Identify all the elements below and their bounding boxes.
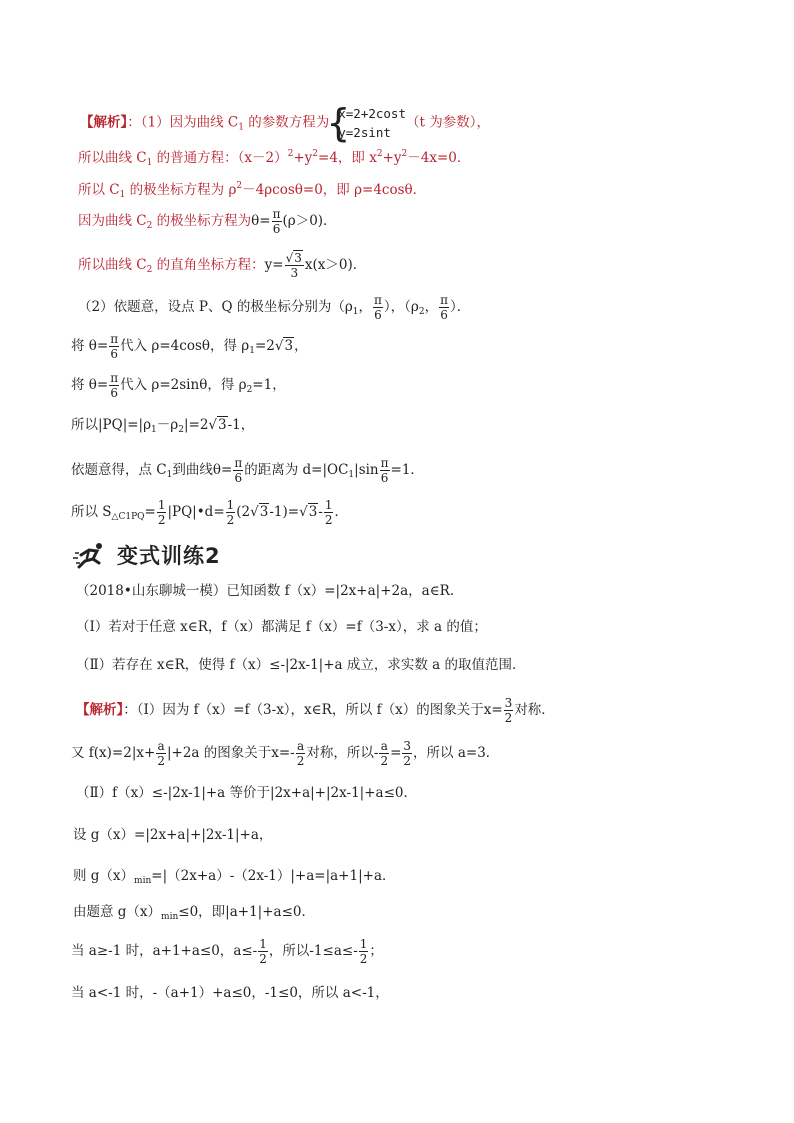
solution-line-9: 所以$|PQ|=|\rho_1-\rho_2|=2√3-1$， — [71, 417, 255, 435]
fraction-1-2: $\frac{1}{2}$ — [157, 498, 166, 527]
fraction-a-2: $\frac{a}{2}$ — [296, 739, 305, 768]
solution2-line-1: 【解析】：（Ⅰ）因为 f（x）=f（3-x），x∈R，所以 f（x）的图象关于x= $\frac{3}{2}$ 对称． — [76, 696, 555, 725]
solution2-line-7: 当 a≥-1 时，a+1+a≤0，a≤- $\frac{1}{2}$ ，所以-1≤a≤- $\frac{1}{2}$ ； — [71, 937, 383, 966]
problem-part-1: （Ⅰ）若对于任意 x∈R，f（x）都满足 f（x）=f（3-x），求 a 的值； — [76, 619, 487, 635]
solution-line-5: 所以曲线 $C_2$ 的直角坐标方程：y= $\frac{√3}{3}$ x(x＞0)． — [78, 251, 367, 280]
fraction-3-2: $\frac{3}{2}$ — [403, 739, 412, 768]
section-title: 变式训练2 — [117, 544, 221, 568]
problem-part-2: （Ⅱ）若存在 x∈R，使得 f（x）≤-|2x-1|+a 成立，求实数 a 的取值范围． — [76, 657, 526, 673]
fraction-pi-6: $\frac{\pi}{6}$ — [374, 293, 382, 322]
problem-statement: （2018•山东聊城一模）已知函数 f（x）=|2x+a|+2a，a∈R． — [76, 583, 464, 599]
solution2-line-6: 由题意 $g(x)_{min}\le 0$，即|a+1|+a≤0． — [73, 904, 315, 922]
solution-line-4: 因为曲线 $C_2$ 的极坐标方程为θ= $\frac{\pi}{6}$ (ρ＞0)． — [78, 207, 337, 236]
fraction-1-2: $\frac{1}{2}$ — [226, 498, 235, 527]
fraction-1-2: $\frac{1}{2}$ — [359, 937, 368, 966]
solution2-line-2: 又 f(x)=2|x+ $\frac{a}{2}$ |+2a 的图象关于x=- $\frac{a}{2}$ 对称，所以- $\frac{a}{2}$ = $\frac{3}{2}$ ，所以 a=3． — [71, 739, 500, 768]
fraction-3-2: $\frac{3}{2}$ — [504, 696, 513, 725]
running-figure-icon — [73, 541, 109, 569]
solution-line-11: 所以 $S_{\triangle C1PQ}=$ $\frac{1}{2}$ |PQ|•d= $\frac{1}{2}$ (2√3-1)=√3- $\frac{1}{2}$ ． — [71, 498, 348, 527]
fraction-pi-6: $\frac{\pi}{6}$ — [234, 456, 243, 485]
solution2-line-3: （Ⅱ）f（x）≤-|2x-1|+a 等价于|2x+a|+|2x-1|+a≤0． — [76, 785, 417, 801]
fraction-pi-6: $\frac{\pi}{6}$ — [440, 293, 448, 322]
fraction-a-2: $\frac{a}{2}$ — [157, 739, 165, 768]
fraction-1-2: $\frac{1}{2}$ — [324, 498, 333, 527]
solution-line-3: 所以 $C_1$ 的极坐标方程为 $\rho^2-4\rho\cos\theta=0$，即 ρ=4cosθ． — [78, 181, 427, 200]
fraction-pi-6: $\frac{\pi}{6}$ — [272, 207, 281, 236]
solution-line-2: 所以曲线 $C_1$ 的普通方程：$(x-2)^2+y^2=4$，即 $x^2+y^2-4x=0$． — [78, 149, 471, 168]
parametric-system: { x=2+2cost y=2sint — [326, 101, 406, 145]
solution-line-10: 依题意得，点 $C_1$到曲线θ= $\frac{\pi}{6}$ 的距离为 $d=|OC_1|\sin$ $\frac{\pi}{6}$ =1． — [71, 456, 424, 485]
solution-line-1: 【解析】：（1）因为曲线 $C_1$ 的参数方程为 { x=2+2cost y=2sint （t 为参数）， — [80, 101, 490, 145]
solution2-line-4: 设 g（x）=|2x+a|+|2x-1|+a， — [73, 827, 273, 843]
section-heading — [73, 540, 221, 570]
analysis-tag: 【解析】 — [76, 702, 124, 718]
solution-line-6: （2）依题意，设点 P、Q 的极坐标分别为（$\rho_1$， $\frac{\pi}{6}$ ），（$\rho_2$， $\frac{\pi}{6}$ ）． — [78, 293, 471, 322]
fraction-1-2: $\frac{1}{2}$ — [259, 937, 267, 966]
fraction-sqrt3-3: $\frac{√3}{3}$ — [285, 251, 302, 280]
fraction-pi-6: $\frac{\pi}{6}$ — [380, 456, 389, 485]
solution-line-8: 将 θ= $\frac{\pi}{6}$ 代入 ρ=2sinθ，得 $\rho_2=1$， — [71, 371, 286, 400]
solution-line-7: 将 θ= $\frac{\pi}{6}$ 代入 ρ=4cosθ，得 $\rho_1=2√3$， — [71, 332, 308, 361]
fraction-pi-6: $\frac{\pi}{6}$ — [110, 371, 119, 400]
left-brace-icon: { — [326, 101, 351, 145]
fraction-pi-6: $\frac{\pi}{6}$ — [110, 332, 119, 361]
solution2-line-5: 则 $g(x)_{min}=|(2x+a)-(2x-1)|+a=|a+1|+a$． — [73, 868, 396, 886]
analysis-tag: 【解析】 — [80, 114, 128, 131]
fraction-a-2: $\frac{a}{2}$ — [380, 739, 389, 768]
solution2-line-8: 当 a<-1 时，-（a+1）+a≤0，-1≤0，所以 a<-1， — [71, 985, 389, 1001]
